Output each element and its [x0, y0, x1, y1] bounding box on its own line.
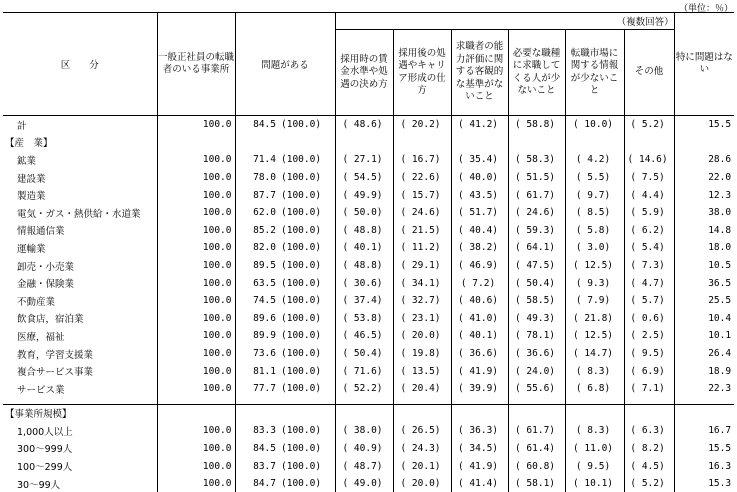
cell-problem: 89.6	[235, 310, 279, 328]
cell-sub-0: ( 52.2)	[335, 380, 393, 398]
cell-none: 10.4	[674, 310, 734, 328]
cell-problem: 77.7	[235, 380, 279, 398]
cell-sub-0: ( 49.9)	[335, 186, 393, 204]
row-label: 30～99人	[3, 475, 157, 492]
header-multi-answer: （複数回答）	[335, 13, 674, 30]
cell-none: 16.7	[674, 422, 734, 440]
cell-problem: 89.5	[235, 257, 279, 275]
empty-cell	[565, 134, 624, 152]
table-row	[3, 274, 734, 292]
cell-none: 26.4	[674, 345, 734, 363]
cell-sub-0: ( 30.6)	[335, 274, 393, 292]
cell-none: 18.0	[674, 239, 734, 257]
row-label: 不動産業	[3, 292, 157, 310]
cell-problem-base: (100.0)	[279, 310, 335, 328]
cell-transfer: 100.0	[157, 362, 235, 380]
cell-sub-0: ( 50.0)	[335, 204, 393, 222]
cell-sub-0: ( 54.5)	[335, 169, 393, 187]
cell-problem: 84.5	[235, 116, 279, 134]
cell-sub-3: ( 59.3)	[508, 222, 565, 240]
cell-sub-5: ( 9.5)	[624, 345, 674, 363]
cell-sub-2: ( 46.9)	[451, 257, 508, 275]
cell-sub-0: ( 49.0)	[335, 475, 393, 492]
empty-cell	[624, 404, 674, 422]
table-row	[3, 422, 734, 440]
cell-sub-2: ( 40.1)	[451, 327, 508, 345]
empty-cell	[393, 134, 451, 152]
cell-sub-2: ( 35.4)	[451, 151, 508, 169]
cell-sub-5: ( 5.7)	[624, 292, 674, 310]
table-row	[3, 475, 734, 492]
cell-sub-2: ( 36.6)	[451, 345, 508, 363]
cell-transfer: 100.0	[157, 292, 235, 310]
cell-sub-5: ( 5.2)	[624, 116, 674, 134]
cell-sub-5: ( 4.7)	[624, 274, 674, 292]
row-label: 医療，福祉	[3, 327, 157, 345]
cell-transfer: 100.0	[157, 116, 235, 134]
cell-problem: 74.5	[235, 292, 279, 310]
cell-sub-0: ( 40.1)	[335, 239, 393, 257]
cell-sub-5: ( 5.9)	[624, 204, 674, 222]
cell-sub-0: ( 48.8)	[335, 257, 393, 275]
row-label: 300～999人	[3, 440, 157, 458]
cell-sub-3: ( 58.8)	[508, 116, 565, 134]
cell-sub-2: ( 41.0)	[451, 310, 508, 328]
data-table	[3, 12, 734, 492]
cell-sub-1: ( 26.5)	[393, 422, 451, 440]
cell-sub-2: ( 40.4)	[451, 222, 508, 240]
empty-cell	[157, 134, 235, 152]
cell-sub-5: ( 7.5)	[624, 169, 674, 187]
cell-sub-1: ( 23.1)	[393, 310, 451, 328]
cell-sub-4: ( 12.5)	[565, 257, 624, 275]
cell-sub-3: ( 60.8)	[508, 457, 565, 475]
cell-sub-5: ( 7.1)	[624, 380, 674, 398]
cell-problem: 63.5	[235, 274, 279, 292]
cell-problem: 78.0	[235, 169, 279, 187]
cell-sub-4: ( 8.3)	[565, 362, 624, 380]
cell-sub-0: ( 48.8)	[335, 222, 393, 240]
cell-problem-base: (100.0)	[279, 327, 335, 345]
table-row	[3, 362, 734, 380]
cell-sub-4: ( 7.9)	[565, 292, 624, 310]
cell-sub-4: ( 8.3)	[565, 422, 624, 440]
cell-sub-3: ( 58.5)	[508, 292, 565, 310]
cell-sub-0: ( 50.4)	[335, 345, 393, 363]
section-label: 【産 業】	[3, 134, 157, 152]
cell-transfer: 100.0	[157, 169, 235, 187]
row-label: 100～299人	[3, 457, 157, 475]
cell-sub-4: ( 3.0)	[565, 239, 624, 257]
row-label: 教育，学習支援業	[3, 345, 157, 363]
cell-problem: 73.6	[235, 345, 279, 363]
empty-cell	[565, 404, 624, 422]
table-row	[3, 292, 734, 310]
cell-problem: 83.3	[235, 422, 279, 440]
cell-problem-base: (100.0)	[279, 116, 335, 134]
cell-none: 14.8	[674, 222, 734, 240]
cell-sub-4: ( 11.0)	[565, 440, 624, 458]
cell-sub-5: ( 5.2)	[624, 475, 674, 492]
header-none: 特に問題はない	[674, 13, 734, 116]
cell-sub-1: ( 19.8)	[393, 345, 451, 363]
cell-sub-3: ( 64.1)	[508, 239, 565, 257]
cell-sub-4: ( 9.5)	[565, 457, 624, 475]
table-row	[3, 257, 734, 275]
cell-problem-base: (100.0)	[279, 204, 335, 222]
cell-sub-2: ( 41.9)	[451, 362, 508, 380]
header-problem: 問題がある	[235, 13, 335, 116]
table-row	[3, 380, 734, 398]
header-sub-2: 求職者の能力評価に関する客観的な基準がないこと	[451, 30, 508, 116]
empty-cell	[393, 404, 451, 422]
cell-sub-1: ( 22.6)	[393, 169, 451, 187]
cell-problem: 83.7	[235, 457, 279, 475]
cell-sub-5: ( 6.9)	[624, 362, 674, 380]
empty-cell	[335, 404, 393, 422]
cell-transfer: 100.0	[157, 274, 235, 292]
cell-problem-base: (100.0)	[279, 186, 335, 204]
cell-sub-5: ( 7.3)	[624, 257, 674, 275]
cell-problem-base: (100.0)	[279, 345, 335, 363]
cell-sub-5: ( 2.5)	[624, 327, 674, 345]
cell-sub-4: ( 12.5)	[565, 327, 624, 345]
cell-sub-3: ( 36.6)	[508, 345, 565, 363]
cell-sub-3: ( 24.0)	[508, 362, 565, 380]
cell-transfer: 100.0	[157, 475, 235, 492]
cell-problem-base: (100.0)	[279, 151, 335, 169]
cell-none: 22.0	[674, 169, 734, 187]
cell-sub-0: ( 38.0)	[335, 422, 393, 440]
cell-sub-1: ( 29.1)	[393, 257, 451, 275]
cell-sub-1: ( 24.6)	[393, 204, 451, 222]
cell-sub-5: ( 14.6)	[624, 151, 674, 169]
cell-none: 12.3	[674, 186, 734, 204]
cell-sub-5: ( 5.4)	[624, 239, 674, 257]
cell-problem-base: (100.0)	[279, 380, 335, 398]
cell-none: 36.5	[674, 274, 734, 292]
cell-sub-4: ( 9.3)	[565, 274, 624, 292]
cell-sub-2: ( 40.0)	[451, 169, 508, 187]
cell-sub-1: ( 20.1)	[393, 457, 451, 475]
cell-problem-base: (100.0)	[279, 169, 335, 187]
cell-sub-5: ( 6.3)	[624, 422, 674, 440]
header-sub-0: 採用時の賃金水準や処遇の決め方	[335, 30, 393, 116]
cell-sub-2: ( 7.2)	[451, 274, 508, 292]
cell-problem-base: (100.0)	[279, 457, 335, 475]
cell-sub-1: ( 16.7)	[393, 151, 451, 169]
cell-sub-4: ( 21.8)	[565, 310, 624, 328]
table-row	[3, 151, 734, 169]
table-row	[3, 327, 734, 345]
cell-transfer: 100.0	[157, 327, 235, 345]
cell-sub-5: ( 4.4)	[624, 186, 674, 204]
cell-sub-3: ( 61.7)	[508, 422, 565, 440]
empty-cell	[235, 404, 335, 422]
cell-sub-1: ( 32.7)	[393, 292, 451, 310]
cell-sub-1: ( 20.0)	[393, 475, 451, 492]
cell-problem-base: (100.0)	[279, 362, 335, 380]
empty-cell	[451, 404, 508, 422]
cell-sub-1: ( 21.5)	[393, 222, 451, 240]
cell-problem-base: (100.0)	[279, 440, 335, 458]
cell-none: 15.3	[674, 475, 734, 492]
table-row	[3, 457, 734, 475]
cell-problem: 84.5	[235, 440, 279, 458]
cell-transfer: 100.0	[157, 380, 235, 398]
header-transfer: 一般正社員の転職者のいる事業所	[157, 13, 235, 116]
cell-sub-5: ( 4.5)	[624, 457, 674, 475]
cell-sub-4: ( 8.5)	[565, 204, 624, 222]
cell-sub-0: ( 48.6)	[335, 116, 393, 134]
empty-cell	[508, 134, 565, 152]
cell-transfer: 100.0	[157, 440, 235, 458]
table-row	[3, 169, 734, 187]
cell-problem-base: (100.0)	[279, 222, 335, 240]
cell-sub-2: ( 41.9)	[451, 457, 508, 475]
cell-sub-1: ( 34.1)	[393, 274, 451, 292]
cell-problem: 87.7	[235, 186, 279, 204]
cell-sub-3: ( 58.3)	[508, 151, 565, 169]
cell-sub-2: ( 41.4)	[451, 475, 508, 492]
cell-problem: 81.1	[235, 362, 279, 380]
cell-transfer: 100.0	[157, 457, 235, 475]
cell-sub-1: ( 20.4)	[393, 380, 451, 398]
cell-problem: 89.9	[235, 327, 279, 345]
cell-none: 15.5	[674, 440, 734, 458]
row-label: 複合サービス事業	[3, 362, 157, 380]
header-sub-3: 必要な職種に求職してくる人が少ないこと	[508, 30, 565, 116]
cell-sub-4: ( 10.1)	[565, 475, 624, 492]
cell-sub-0: ( 37.4)	[335, 292, 393, 310]
cell-none: 22.3	[674, 380, 734, 398]
cell-sub-4: ( 4.2)	[565, 151, 624, 169]
unit-note: （単位：％）	[679, 1, 733, 14]
cell-problem-base: (100.0)	[279, 292, 335, 310]
cell-problem: 85.2	[235, 222, 279, 240]
cell-sub-1: ( 11.2)	[393, 239, 451, 257]
row-label: 製造業	[3, 186, 157, 204]
cell-sub-4: ( 5.5)	[565, 169, 624, 187]
cell-sub-0: ( 53.8)	[335, 310, 393, 328]
cell-sub-1: ( 20.0)	[393, 327, 451, 345]
cell-sub-4: ( 14.7)	[565, 345, 624, 363]
row-label: 金融・保険業	[3, 274, 157, 292]
cell-sub-0: ( 71.6)	[335, 362, 393, 380]
table-row	[3, 440, 734, 458]
table-body	[3, 116, 734, 492]
table-row	[3, 186, 734, 204]
row-label: 運輸業	[3, 239, 157, 257]
cell-sub-3: ( 47.5)	[508, 257, 565, 275]
cell-problem-base: (100.0)	[279, 239, 335, 257]
empty-cell	[235, 134, 335, 152]
cell-sub-0: ( 46.5)	[335, 327, 393, 345]
table-row	[3, 222, 734, 240]
row-label: サービス業	[3, 380, 157, 398]
cell-sub-3: ( 58.1)	[508, 475, 565, 492]
empty-cell	[674, 404, 734, 422]
cell-sub-2: ( 34.5)	[451, 440, 508, 458]
cell-problem-base: (100.0)	[279, 274, 335, 292]
cell-problem: 71.4	[235, 151, 279, 169]
cell-none: 18.9	[674, 362, 734, 380]
row-label: 電気・ガス・熱供給・水道業	[3, 204, 157, 222]
cell-none: 38.0	[674, 204, 734, 222]
cell-sub-1: ( 20.2)	[393, 116, 451, 134]
cell-sub-2: ( 43.5)	[451, 186, 508, 204]
cell-transfer: 100.0	[157, 257, 235, 275]
row-label: 情報通信業	[3, 222, 157, 240]
table-row	[3, 116, 734, 134]
section-label: 【事業所規模】	[3, 404, 157, 422]
cell-sub-4: ( 6.8)	[565, 380, 624, 398]
cell-problem: 82.0	[235, 239, 279, 257]
cell-none: 28.6	[674, 151, 734, 169]
cell-none: 10.1	[674, 327, 734, 345]
empty-cell	[508, 404, 565, 422]
cell-sub-3: ( 51.5)	[508, 169, 565, 187]
section-industry	[3, 134, 734, 152]
empty-cell	[451, 134, 508, 152]
empty-cell	[157, 404, 235, 422]
cell-transfer: 100.0	[157, 310, 235, 328]
empty-cell	[674, 134, 734, 152]
row-label: 飲食店，宿泊業	[3, 310, 157, 328]
cell-sub-0: ( 48.7)	[335, 457, 393, 475]
cell-problem: 62.0	[235, 204, 279, 222]
empty-cell	[624, 134, 674, 152]
cell-transfer: 100.0	[157, 204, 235, 222]
cell-transfer: 100.0	[157, 239, 235, 257]
cell-sub-1: ( 15.7)	[393, 186, 451, 204]
cell-sub-3: ( 61.4)	[508, 440, 565, 458]
cell-sub-3: ( 55.6)	[508, 380, 565, 398]
cell-problem-base: (100.0)	[279, 422, 335, 440]
row-label: 卸売・小売業	[3, 257, 157, 275]
cell-sub-3: ( 50.4)	[508, 274, 565, 292]
header-sub-4: 転職市場に関する情報が少ないこと	[565, 30, 624, 116]
cell-sub-5: ( 8.2)	[624, 440, 674, 458]
cell-transfer: 100.0	[157, 222, 235, 240]
cell-sub-3: ( 61.7)	[508, 186, 565, 204]
cell-sub-1: ( 13.5)	[393, 362, 451, 380]
row-label: 1,000人以上	[3, 422, 157, 440]
cell-sub-2: ( 41.2)	[451, 116, 508, 134]
cell-sub-5: ( 6.2)	[624, 222, 674, 240]
cell-sub-4: ( 5.8)	[565, 222, 624, 240]
cell-none: 15.5	[674, 116, 734, 134]
cell-sub-3: ( 78.1)	[508, 327, 565, 345]
cell-transfer: 100.0	[157, 151, 235, 169]
row-label: 鉱業	[3, 151, 157, 169]
cell-sub-3: ( 49.3)	[508, 310, 565, 328]
header-category: 区 分	[3, 13, 157, 116]
cell-sub-5: ( 0.6)	[624, 310, 674, 328]
table-row	[3, 239, 734, 257]
cell-problem: 84.7	[235, 475, 279, 492]
cell-sub-2: ( 40.6)	[451, 292, 508, 310]
cell-none: 25.5	[674, 292, 734, 310]
cell-sub-0: ( 27.1)	[335, 151, 393, 169]
cell-problem-base: (100.0)	[279, 475, 335, 492]
cell-sub-3: ( 24.6)	[508, 204, 565, 222]
cell-sub-0: ( 40.9)	[335, 440, 393, 458]
cell-sub-2: ( 36.3)	[451, 422, 508, 440]
cell-transfer: 100.0	[157, 186, 235, 204]
table-row	[3, 310, 734, 328]
section-size	[3, 404, 734, 422]
cell-sub-4: ( 9.7)	[565, 186, 624, 204]
cell-transfer: 100.0	[157, 345, 235, 363]
table-row	[3, 204, 734, 222]
cell-sub-2: ( 38.2)	[451, 239, 508, 257]
empty-cell	[335, 134, 393, 152]
table-row	[3, 345, 734, 363]
cell-sub-2: ( 39.9)	[451, 380, 508, 398]
header-sub-1: 採用後の処遇やキャリア形成の仕方	[393, 30, 451, 116]
cell-sub-2: ( 51.7)	[451, 204, 508, 222]
cell-transfer: 100.0	[157, 422, 235, 440]
cell-none: 10.5	[674, 257, 734, 275]
cell-sub-4: ( 10.0)	[565, 116, 624, 134]
cell-sub-1: ( 24.3)	[393, 440, 451, 458]
header-sub-5: その他	[624, 30, 674, 116]
row-label: 計	[3, 116, 157, 134]
cell-none: 16.3	[674, 457, 734, 475]
row-label: 建設業	[3, 169, 157, 187]
cell-problem-base: (100.0)	[279, 257, 335, 275]
